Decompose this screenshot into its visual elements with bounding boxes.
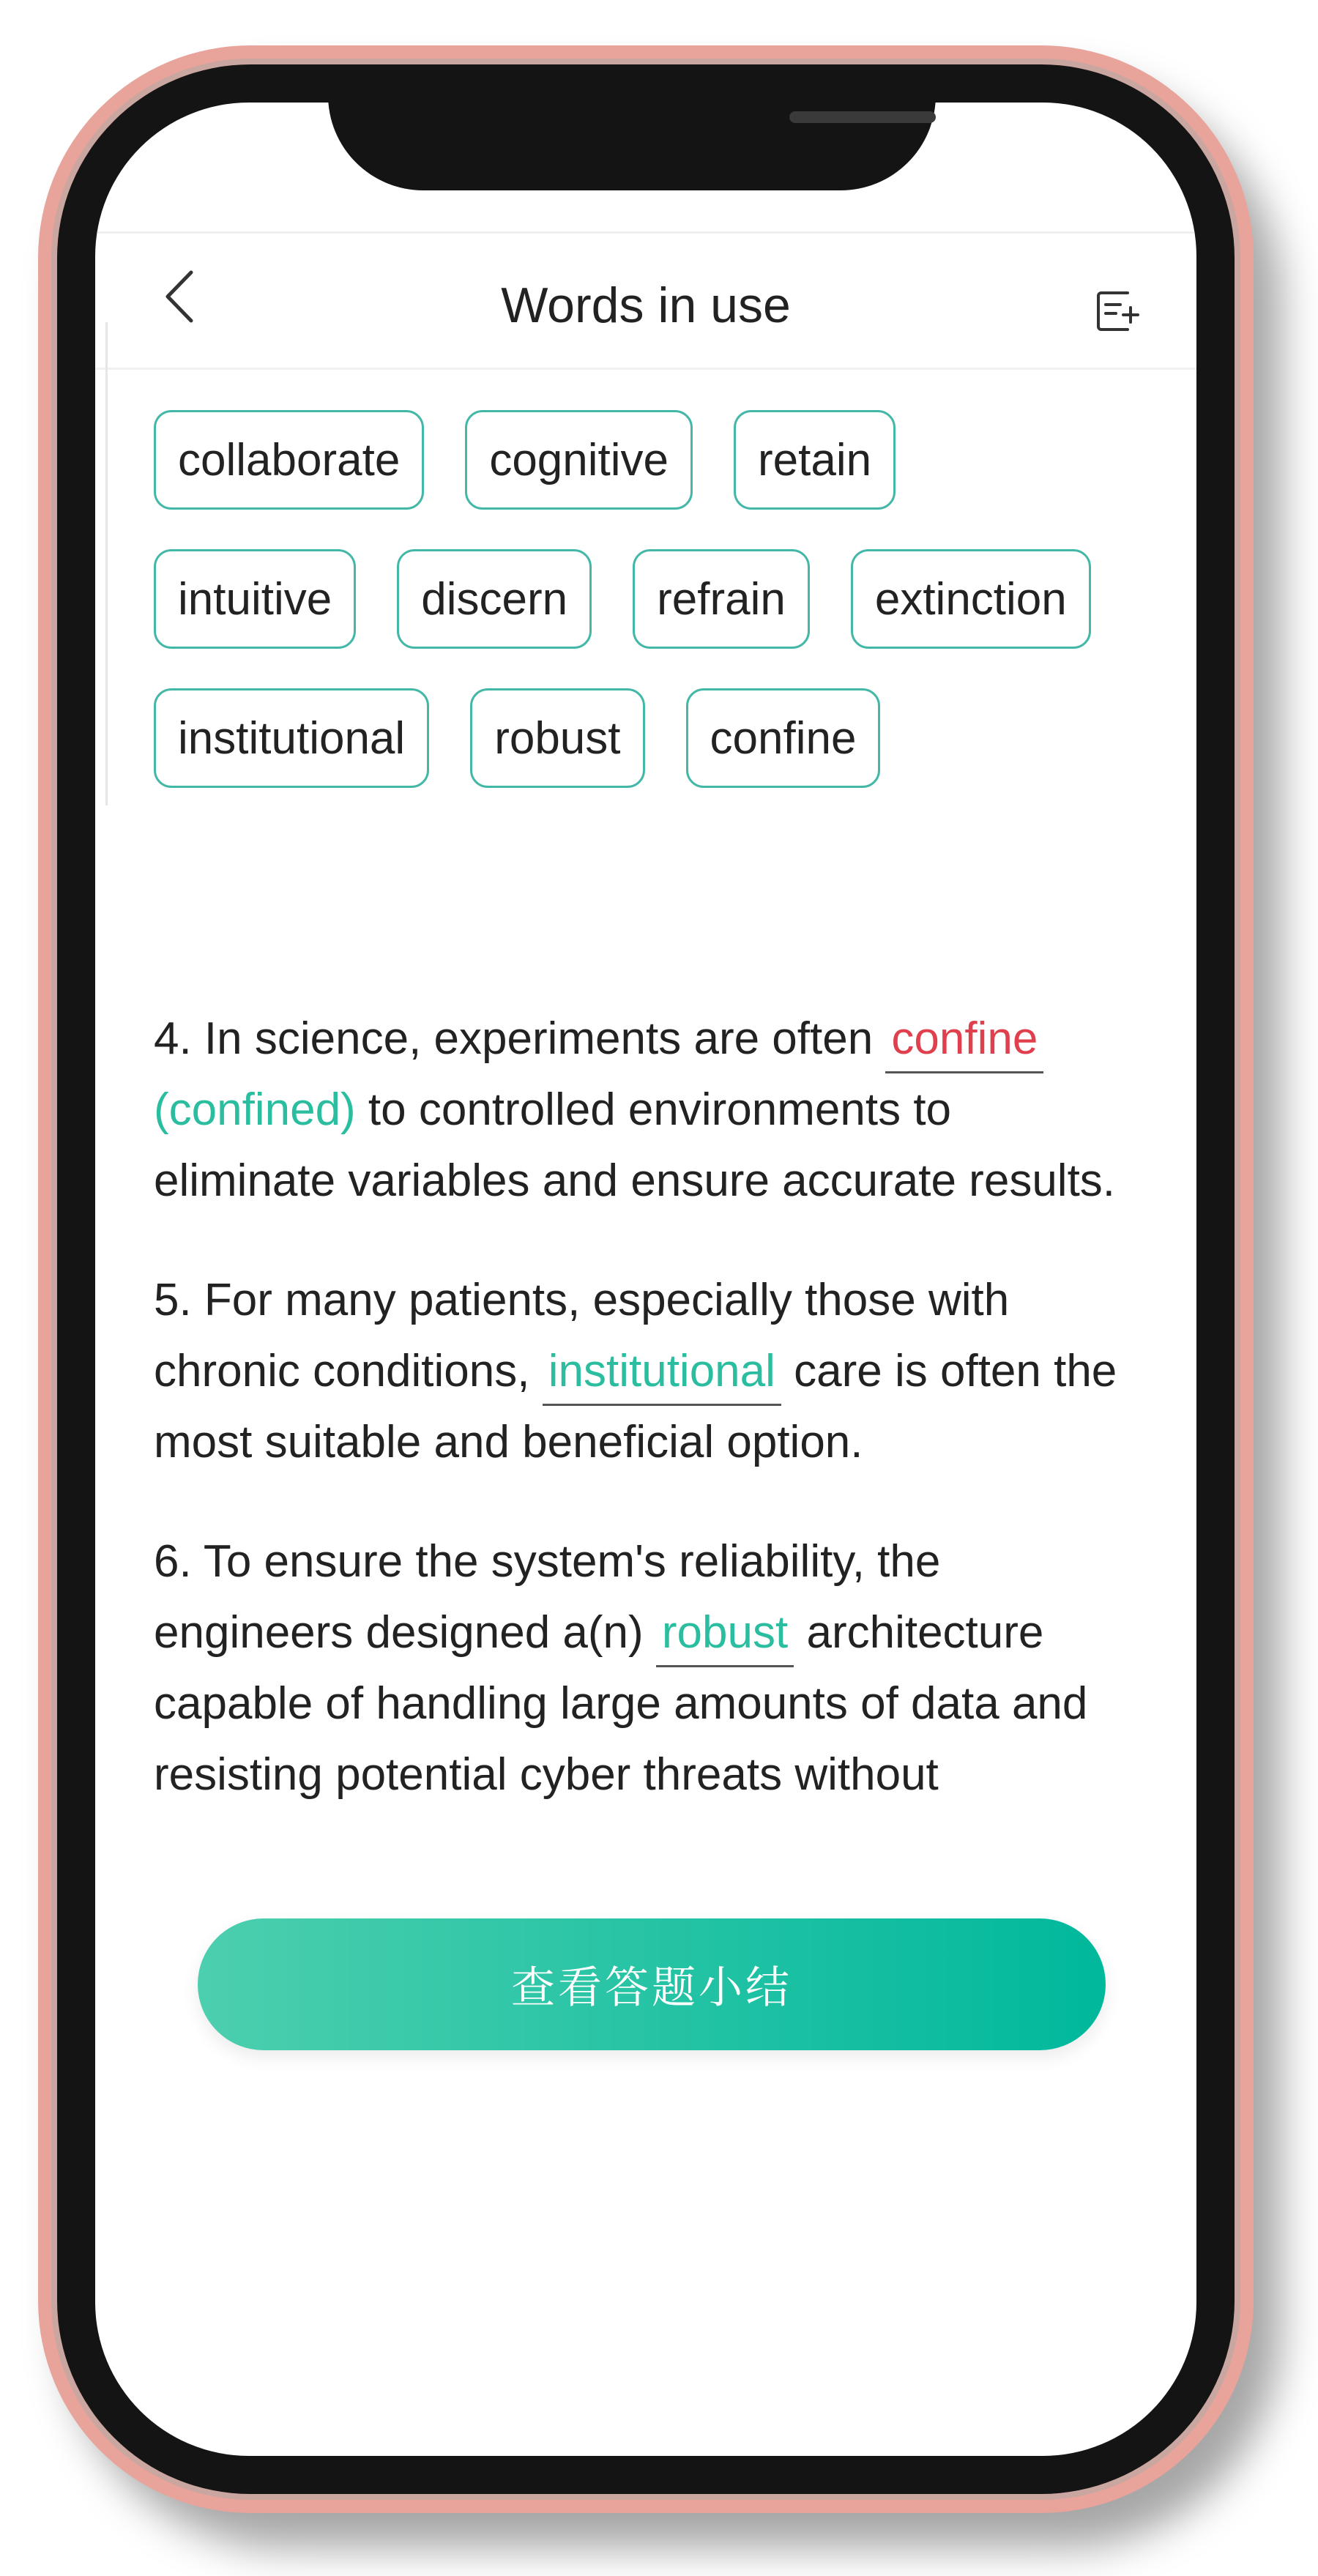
answer-blank-wrong[interactable]: confine <box>885 1007 1043 1073</box>
sentence-text: care is often the most suitable and beneficial option. <box>154 1346 1117 1467</box>
sentence-item <box>154 1003 1135 1216</box>
page-title: Words in use <box>501 278 791 333</box>
left-rule <box>105 322 108 805</box>
speaker-grille <box>789 111 936 123</box>
sentence-text: to controlled environments to eliminate variables and ensure accurate results. <box>154 1084 1116 1206</box>
sentence-list <box>154 1003 1135 1856</box>
view-summary-button[interactable]: 查看答题小结 <box>198 1918 1106 2050</box>
answer-blank-correct[interactable]: institutional <box>543 1339 781 1406</box>
sentence-text: 4. In science, experiments are often <box>154 1013 886 1064</box>
sentence-item <box>154 1265 1135 1478</box>
sentence-item <box>154 1526 1135 1810</box>
word-chip[interactable]: confine <box>686 688 881 788</box>
phone-screen <box>95 103 1196 2456</box>
word-chip[interactable]: robust <box>470 688 644 788</box>
word-chip[interactable]: intuitive <box>154 549 356 649</box>
scroll-fade <box>95 1801 1196 1889</box>
word-chip[interactable]: cognitive <box>465 410 693 510</box>
sentence-text: 5. For many patients, especially those with chronic conditions, <box>154 1275 1010 1396</box>
notch <box>328 103 936 190</box>
header-divider <box>95 368 1196 370</box>
phone-frame <box>38 45 1254 2513</box>
word-chip[interactable]: retain <box>734 410 896 510</box>
sentence-text: architecture capable of handling large amounts of data and resisting potential cyber threats without <box>154 1607 1088 1800</box>
phone-bezel <box>57 64 1235 2494</box>
word-chip[interactable]: collaborate <box>154 410 424 510</box>
answer-blank-correct[interactable]: robust <box>656 1601 794 1667</box>
word-chip[interactable]: institutional <box>154 688 429 788</box>
word-chip[interactable]: discern <box>397 549 592 649</box>
word-chip[interactable]: extinction <box>851 549 1091 649</box>
word-bank <box>154 410 1135 788</box>
phone-frame-inner <box>51 59 1240 2500</box>
header-bar <box>95 234 1196 366</box>
sentence-text: 6. To ensure the system's reliability, the engineers designed a(n) <box>154 1536 941 1658</box>
top-divider <box>95 231 1196 234</box>
add-note-button[interactable] <box>1092 286 1144 337</box>
answer-correction: (confined) <box>154 1084 356 1135</box>
word-chip[interactable]: refrain <box>633 549 810 649</box>
add-note-icon <box>1092 286 1144 337</box>
